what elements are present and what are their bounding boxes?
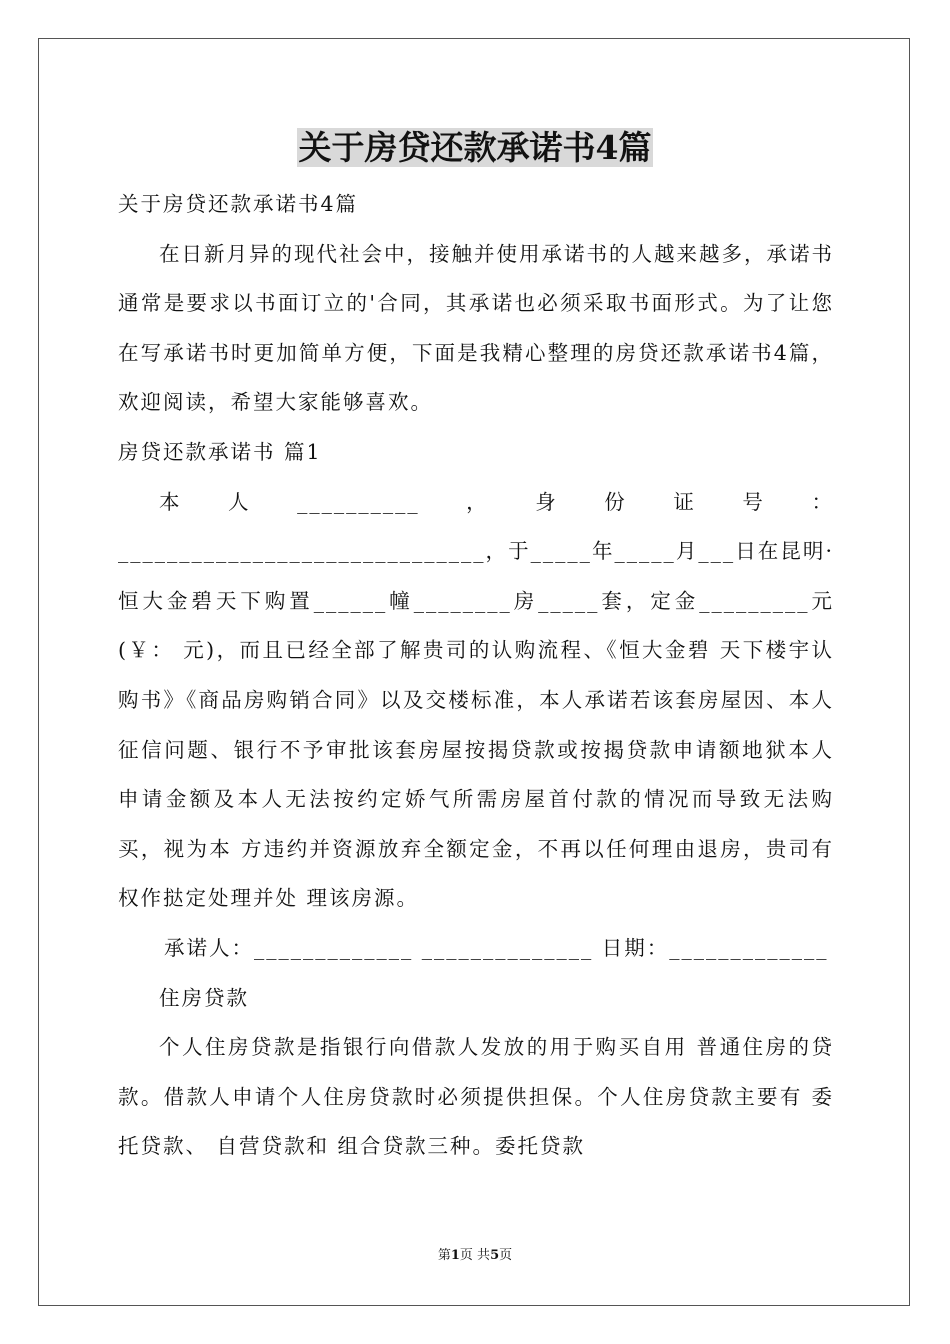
document-body	[118, 180, 834, 1172]
signature-line: 承诺人：_____________ ______________ 日期：_____________	[164, 935, 829, 960]
footer-prefix: 第	[437, 1248, 451, 1263]
footer-suffix: 页	[499, 1248, 513, 1263]
loan-heading: 住房贷款	[159, 985, 249, 1010]
section-heading: 房贷还款承诺书 篇1	[118, 439, 322, 464]
footer-page-total: 5	[490, 1248, 500, 1263]
document-subtitle: 关于房贷还款承诺书4篇	[118, 192, 359, 216]
document-title	[0, 124, 950, 172]
page-footer	[0, 1246, 950, 1266]
intro-paragraph: 在日新月异的现代社会中，接触并使用承诺书的人越来越多，承诺书通常是要求以书面订立的'合同，其承诺也必须采取书面形式。为了让您在写承诺书时更加简单方便，下面是我精心整理的房贷还款承诺书4篇，欢迎阅读，希望大家能够喜欢。	[118, 241, 834, 415]
document-title-text: 关于房贷还款承诺书4篇	[298, 128, 652, 167]
commitment-paragraph: 本人__________，身份证号：______________________________，于_____年_____月___日在昆明·恒大金碧天下购置______幢________房_____套，定金_________元(￥： 元)，而且已经全部了解贵司的认购流程、《恒大金碧 天下楼宇认购书》《商品房购销合同》以及交楼标准，本人承诺若该套房屋因、本人征信问题、银行不予审批该套房屋按揭贷款或按揭贷款申请额地狱本人申请金额及本人无法按约定娇气所需房屋首付款的情况而导致无法购买，视为本 方违约并资源放弃全额定金，不再以任何理由退房，贵司有权作挞定处理并处 理该房源。	[118, 489, 834, 911]
footer-mid: 页 共	[459, 1248, 491, 1263]
footer-page-number: 1	[450, 1248, 460, 1263]
loan-paragraph: 个人住房贷款是指银行向借款人发放的用于购买自用 普通住房的贷款。借款人申请个人住房贷款时必须提供担保。个人住房贷款主要有 委托贷款、 自营贷款和 组合贷款三种。委托贷款	[118, 1035, 834, 1159]
